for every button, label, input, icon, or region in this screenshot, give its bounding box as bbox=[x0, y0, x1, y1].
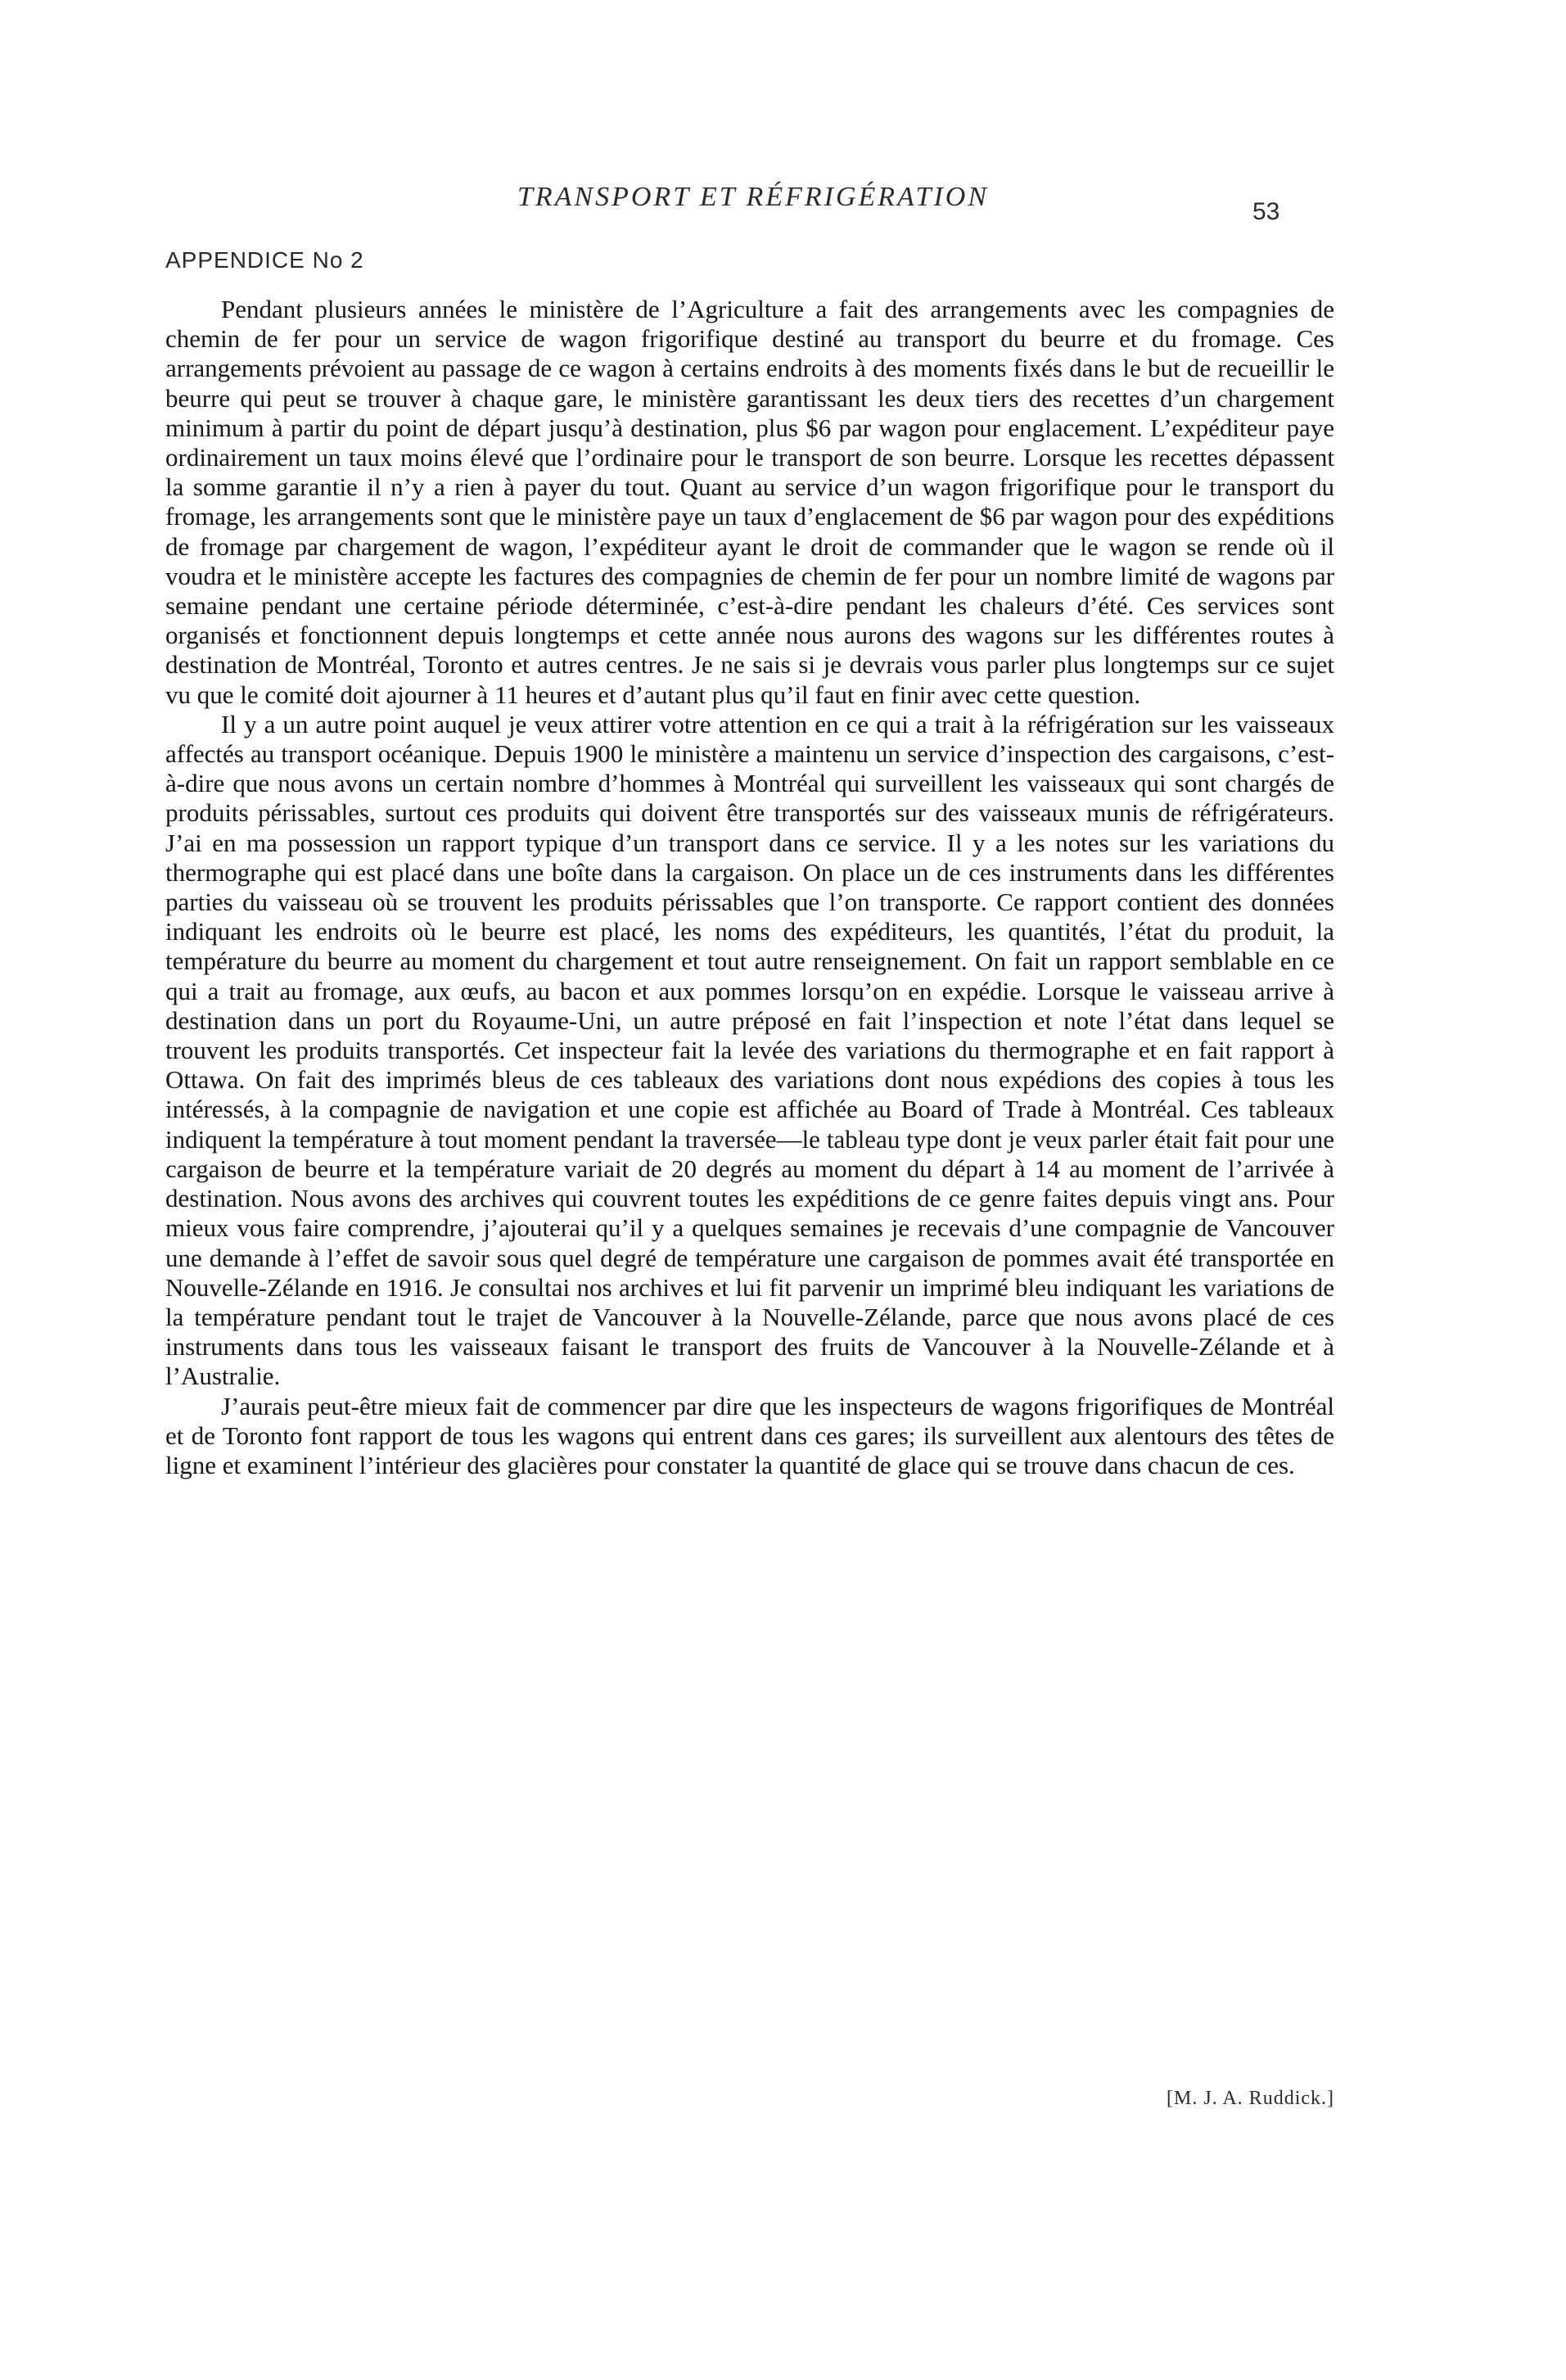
paragraph-3: J’aurais peut-être mieux fait de commencer par dire que les inspecteurs de wagons frigorifiques de Montréal et de Toronto font rapport de tous les wagons qui entrent dans ces gares; ils surveillent aux alentours des têtes de ligne et examinent l’intérieur des glacières pour constater la quantité de glace qui se trouve dans chacun de ces. bbox=[165, 1391, 1334, 1479]
body-text bbox=[165, 295, 1334, 1480]
running-title: TRANSPORT ET RÉFRIGÉRATION bbox=[517, 182, 990, 212]
paragraph-2: Il y a un autre point auquel je veux attirer votre attention en ce qui a trait à la réfrigération sur les vaisseaux affectés au transport océanique. Depuis 1900 le ministère a maintenu un service d’inspection des cargaisons, c’est-à-dire que nous avons un certain nombre d’hommes à Montréal qui surveillent les vaisseaux qui sont chargés de produits périssables, surtout ces produits qui doivent être transportés sur des vaisseaux munis de réfrigérateurs. J’ai en ma possession un rapport typique d’un transport dans ce service. Il y a les notes sur les variations du thermographe qui est placé dans une boîte dans la cargaison. On place un de ces instruments dans les différentes parties du vaisseau où se trouvent les produits périssables que l’on transporte. Ce rapport contient des données indiquant les endroits où le beurre est placé, les noms des expéditeurs, les quantités, l’état du produit, la température du beurre au moment du chargement et tout autre renseignement. On fait un rapport semblable en ce qui a trait au fromage, aux œufs, au bacon et aux pommes lorsqu’on en expédie. Lorsque le vaisseau arrive à destination dans un port du Royaume-Uni, un autre préposé en fait l’inspection et note l’état dans lequel se trouvent les produits transportés. Cet inspecteur fait la levée des variations du thermographe et en fait rapport à Ottawa. On fait des imprimés bleus de ces tableaux des variations dont nous expédions des copies à tous les intéressés, à la compagnie de navigation et une copie est affichée au Board of Trade à Montréal. Ces tableaux indiquent la température à tout moment pendant la traversée—le tableau type dont je veux parler était fait pour une cargaison de beurre et la température variait de 20 degrés au moment du départ à 14 au moment de l’arrivée à destination. Nous avons des archives qui couvrent toutes les expéditions de ce genre faites depuis vingt ans. Pour mieux vous faire comprendre, j’ajouterai qu’il y a quelques semaines je recevais d’une compagnie de Vancouver une demande à l’effet de savoir sous quel degré de température une cargaison de pommes avait été transportée en Nouvelle-Zélande en 1916. Je consultai nos archives et lui fit parvenir un imprimé bleu indiquant les variations de la température pendant tout le trajet de Vancouver à la Nouvelle-Zélande, parce que nous avons placé de ces instruments dans tous les vaisseaux faisant le transport des fruits de Vancouver à la Nouvelle-Zélande et à l’Australie. bbox=[165, 709, 1334, 1391]
appendix-label: APPENDICE No 2 bbox=[165, 247, 364, 273]
page-number: 53 bbox=[1252, 198, 1280, 225]
speaker-signature: [M. J. A. Ruddick.] bbox=[1167, 2088, 1334, 2109]
paragraph-1: Pendant plusieurs années le ministère de l’Agriculture a fait des arrangements avec les compagnies de chemin de fer pour un service de wagon frigorifique destiné au transport du beurre et du fromage. Ces arrangements prévoient au passage de ce wagon à certains endroits à des moments fixés dans le but de recueillir le beurre qui peut se trouver à chaque gare, le ministère garantissant les deux tiers des recettes d’un chargement minimum à partir du point de départ jusqu’à destination, plus $6 par wagon pour englacement. L’expéditeur paye ordinairement un taux moins élevé que l’ordinaire pour le transport de son beurre. Lorsque les recettes dépassent la somme garantie il n’y a rien à payer du tout. Quant au service d’un wagon frigorifique pour le transport du fromage, les arrangements sont que le ministère paye un taux d’englacement de $6 par wagon pour des expéditions de fromage par chargement de wagon, l’expéditeur ayant le droit de commander que le wagon se rende où il voudra et le ministère accepte les factures des compagnies de chemin de fer pour un nombre limité de wagons par semaine pendant une certaine période déterminée, c’est-à-dire pendant les chaleurs d’été. Ces services sont organisés et fonctionnent depuis longtemps et cette année nous aurons des wagons sur les différentes routes à destination de Montréal, Toronto et autres centres. Je ne sais si je devrais vous parler plus longtemps sur ce sujet vu que le comité doit ajourner à 11 heures et d’autant plus qu’il faut en finir avec cette question. bbox=[165, 295, 1334, 709]
